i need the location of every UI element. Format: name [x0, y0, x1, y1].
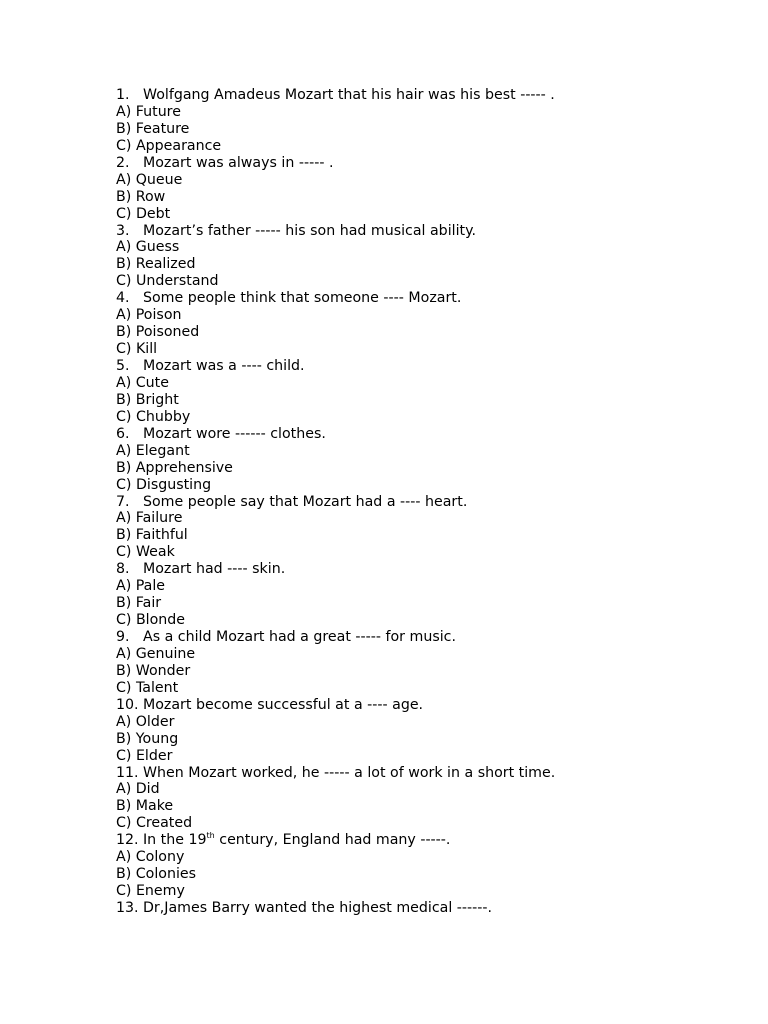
option-c: C) Blonde: [116, 612, 186, 629]
question-number: 7.: [116, 493, 130, 510]
question-stem-start: In the 19: [143, 832, 207, 849]
question-stem: Mozart become successful at a ---- age.: [143, 696, 424, 713]
option-b: B) Row: [116, 188, 166, 205]
question-8: [116, 561, 716, 578]
question-9: [116, 629, 716, 646]
option-a: A) Did: [116, 781, 160, 798]
option-b: B) Faithful: [116, 527, 188, 544]
question-11: [116, 765, 716, 782]
option-a: A) Elegant: [116, 442, 190, 459]
question-number: 10.: [116, 696, 139, 713]
question-stem: Some people say that Mozart had a ---- heart.: [143, 493, 468, 510]
question-stem: When Mozart worked, he ----- a lot of work in a short time.: [143, 764, 556, 781]
option-c: C) Chubby: [116, 408, 191, 425]
option-c: C) Talent: [116, 679, 179, 696]
question-4: [116, 290, 716, 307]
option-a: A) Poison: [116, 307, 182, 324]
question-stem: Mozart’s father ----- his son had musical ability.: [143, 222, 476, 239]
option-c: C) Created: [116, 815, 193, 832]
question-number: 9.: [116, 629, 130, 645]
option-a: A) Cute: [116, 374, 169, 391]
question-number: 3.: [116, 222, 130, 239]
option-a: A) Failure: [116, 510, 183, 527]
question-stem: Mozart wore ------ clothes.: [143, 425, 326, 442]
question-stem: Dr,James Barry wanted the highest medical ------.: [143, 900, 493, 916]
question-number: 11.: [116, 764, 139, 781]
question-number: 1.: [116, 87, 130, 103]
question-stem: Some people think that someone ---- Mozart.: [143, 290, 462, 307]
option-c: C) Enemy: [116, 883, 185, 900]
option-b: B) Realized: [116, 256, 196, 273]
question-10: [116, 697, 716, 714]
quiz-content: [116, 87, 716, 917]
option-c: C) Kill: [116, 341, 158, 358]
question-stem: Mozart was always in ----- .: [143, 154, 334, 171]
option-b: B) Apprehensive: [116, 459, 233, 476]
question-number: 6.: [116, 425, 130, 442]
question-1: [116, 87, 716, 104]
option-c: C) Weak: [116, 544, 175, 561]
option-a: A) Guess: [116, 239, 180, 256]
question-number: 12.: [116, 832, 139, 849]
option-b: B) Bright: [116, 391, 179, 408]
option-a: A) Genuine: [116, 645, 196, 662]
ordinal-superscript: th: [206, 831, 215, 841]
option-a: A) Older: [116, 713, 175, 730]
question-7: [116, 494, 716, 511]
option-a: A) Future: [116, 103, 181, 120]
option-c: C) Debt: [116, 205, 171, 222]
question-stem: Mozart had ---- skin.: [143, 561, 286, 578]
option-a: A) Colony: [116, 849, 185, 866]
question-6: [116, 426, 716, 443]
option-b: B) Poisoned: [116, 324, 200, 341]
question-stem: Wolfgang Amadeus Mozart that his hair was his best ----- .: [143, 87, 555, 103]
option-b: B) Colonies: [116, 866, 197, 883]
option-a: A) Pale: [116, 578, 166, 595]
question-13: [116, 900, 716, 917]
question-number: 2.: [116, 154, 130, 171]
option-c: C) Appearance: [116, 137, 222, 154]
option-b: B) Wonder: [116, 662, 191, 679]
question-stem: Mozart was a ---- child.: [143, 358, 305, 374]
question-3: [116, 223, 716, 240]
option-b: B) Young: [116, 730, 179, 747]
option-b: B) Feature: [116, 120, 190, 137]
option-b: B) Make: [116, 798, 174, 815]
option-c: C) Understand: [116, 273, 219, 290]
question-number: 4.: [116, 290, 130, 307]
question-12: [116, 832, 716, 849]
option-c: C) Elder: [116, 747, 173, 764]
question-number: 5.: [116, 358, 130, 374]
option-c: C) Disgusting: [116, 476, 212, 493]
option-a: A) Queue: [116, 171, 183, 188]
question-stem-end: century, England had many -----.: [214, 832, 451, 849]
option-b: B) Fair: [116, 595, 162, 612]
question-stem: As a child Mozart had a great ----- for music.: [143, 629, 456, 645]
question-5: [116, 358, 716, 375]
question-2: [116, 155, 716, 172]
question-number: 8.: [116, 561, 130, 578]
question-number: 13.: [116, 900, 139, 916]
